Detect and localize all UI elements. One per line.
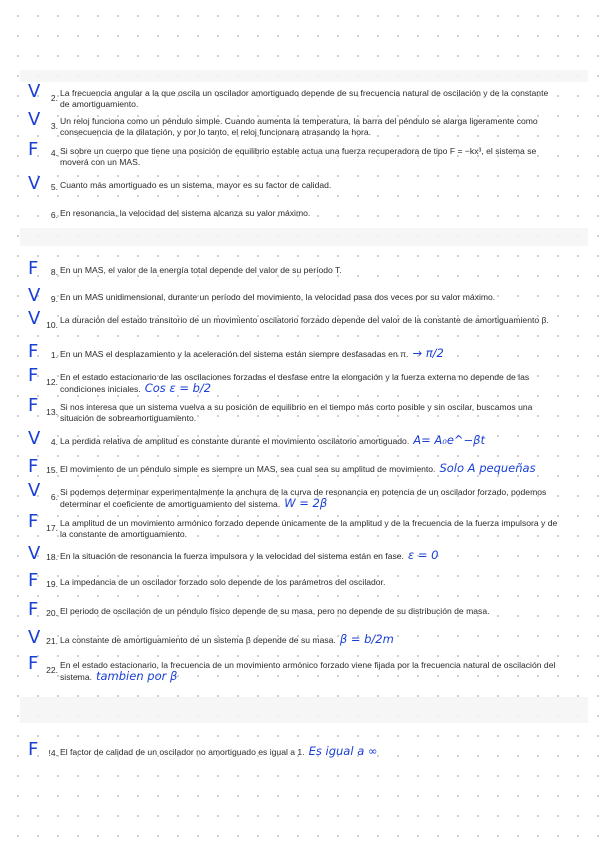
question-number: 3.	[50, 121, 58, 131]
answer-mark: F	[28, 739, 39, 760]
answer-mark: F	[28, 139, 39, 160]
handwritten-note: β = b/2m	[339, 632, 394, 646]
question-number: 12.	[46, 377, 58, 387]
answer-mark: V	[28, 81, 41, 102]
question-text	[60, 746, 558, 758]
answer-mark: F	[28, 599, 39, 620]
question-number: 10.	[46, 320, 58, 330]
question-text	[60, 88, 558, 110]
handwritten-note: tambien por β	[96, 669, 178, 683]
question-number: 22.	[46, 665, 58, 675]
question-statement: La duración del estado transitorio de un movimiento oscilatorio forzado depende del valor de la constante de amortiguamiento β.	[60, 315, 549, 325]
question-statement: Un reloj funciona como un péndulo simple. Cuando aumenta la temperatura, la barra del péndulo se alarga ligeramente como consecuencia de la dilatación, y por lo tanto, el reloj funcionara atrasando la hora.	[60, 116, 538, 137]
answer-mark: V	[28, 173, 41, 194]
question-number: 21.	[46, 636, 58, 646]
question-text	[60, 208, 558, 219]
question-text	[60, 315, 558, 326]
question-number: 6.	[50, 492, 58, 502]
question-statement: La impedancia de un oscilador forzado solo depende de los parámetros del oscilador.	[60, 577, 386, 587]
question-text	[60, 660, 558, 683]
answer-mark: F	[28, 395, 39, 416]
handwritten-note: → π/2	[412, 346, 444, 360]
question-text	[60, 265, 558, 276]
question-statement: En el estado estacionario de las oscilaciones forzadas el desfase entre la elongación y la fuerza externa no depende de las condiciones iniciales.	[60, 372, 530, 394]
question-statement: La amplitud de un movimiento armónico forzado depende únicamente de la amplitud y de la frecuencia de la fuerza impulsora y de la constante de amortiguamiento.	[60, 518, 558, 539]
handwritten-note: Es igual a ∞	[308, 744, 378, 758]
question-number: 13.	[46, 407, 58, 417]
question-text	[60, 348, 558, 360]
answer-mark: F	[28, 653, 39, 674]
question-statement: En la situación de resonancia la fuerza impulsora y la velocidad del sistema están en fase.	[60, 551, 404, 561]
handwritten-note: Solo A pequeñas	[439, 461, 536, 475]
answer-mark: F	[28, 511, 39, 532]
question-statement: En un MAS, el valor de la energía total depende del valor de su período T.	[60, 265, 342, 275]
scan-strip-middle	[20, 228, 588, 246]
question-text	[60, 577, 558, 588]
question-statement: Si sobre un cuerpo que tiene una posición de equilibrio estable actua una fuerza recuperadora de tipo F = −kx³, el sistema se moverá con un MAS.	[60, 146, 537, 167]
question-statement: El movimiento de un péndulo simple es siempre un MAS, sea cual sea su amplitud de movimiento.	[60, 464, 436, 474]
answer-mark: V	[28, 480, 41, 501]
question-number: 4.	[50, 148, 58, 158]
scan-strip-bottom	[20, 697, 588, 723]
question-statement: Si podemos determinar experimentalmente la anchura de la curva de resonancia en potencia de un oscilador forzado, podemos determinar el coeficiente de amortiguamiento del sistema.	[60, 487, 547, 509]
question-number: 19.	[46, 579, 58, 589]
question-number: 4.	[50, 437, 58, 447]
question-statement: El factor de calidad de un oscilador no amortiguado es igual a 1.	[60, 747, 305, 757]
handwritten-note: ε = 0	[407, 548, 439, 562]
question-text	[60, 463, 558, 475]
question-text	[60, 435, 558, 447]
question-text	[60, 634, 558, 646]
answer-mark: F	[28, 341, 39, 362]
answer-mark: F	[28, 365, 39, 386]
question-number: 6.	[50, 210, 58, 220]
question-text	[60, 180, 558, 191]
question-number: 1.	[50, 350, 58, 360]
question-text	[60, 372, 558, 395]
question-statement: La perdida relativa de amplitud es constante durante el movimiento oscilatorio amortiguado.	[60, 436, 410, 446]
answer-mark: V	[28, 285, 41, 306]
question-statement: El periodo de oscilación de un péndulo físico depende de su masa, pero no depende de su distribución de masa.	[60, 606, 490, 616]
question-statement: La constante de amortiguamiento de un sistema β depende de su masa.	[60, 635, 336, 645]
question-number: 15.	[46, 465, 58, 475]
question-statement: En resonancia, la velocidad del sistema alcanza su valor máximo.	[60, 208, 311, 218]
question-text	[60, 518, 558, 540]
question-text	[60, 292, 558, 303]
question-statement: En el estado estacionario, la frecuencia de un movimiento armónico forzado viene fijada por la frecuencia natural de oscilación del sistema.	[60, 660, 556, 682]
question-statement: En un MAS unidimensional, durante un período del movimiento, la velocidad pasa dos veces por su valor máximo.	[60, 292, 496, 302]
answer-mark: V	[28, 109, 41, 130]
handwritten-note: A= A₀e^−βt	[413, 433, 486, 447]
answer-mark: V	[28, 308, 41, 329]
question-text	[60, 550, 558, 562]
handwritten-note: Cos ε = b/2	[144, 381, 212, 395]
question-number: 18.	[46, 552, 58, 562]
answer-mark: F	[28, 258, 39, 279]
question-text	[60, 402, 558, 424]
question-text	[60, 487, 558, 510]
answer-mark: F	[28, 570, 39, 591]
question-statement: Cuanto más amortiguado es un sistema, mayor es su factor de calidad.	[60, 180, 332, 190]
question-number: 5.	[50, 182, 58, 192]
question-text	[60, 116, 558, 138]
question-number: 17.	[46, 523, 58, 533]
question-number: 2.	[50, 93, 58, 103]
scan-strip-top	[20, 70, 588, 82]
answer-mark: V	[28, 627, 41, 648]
handwritten-note: W = 2β	[284, 496, 328, 510]
answer-mark: V	[28, 428, 41, 449]
question-number: 9.	[50, 294, 58, 304]
answer-mark: V	[28, 543, 41, 564]
question-statement: En un MAS el desplazamiento y la aceleración del sistema están siempre desfasadas en π.	[60, 349, 409, 359]
question-text	[60, 606, 558, 617]
question-text	[60, 146, 558, 168]
question-number: 8.	[50, 267, 58, 277]
question-number: 20.	[46, 608, 58, 618]
question-number: !4.	[48, 748, 58, 758]
question-statement: La frecuencia angular a la que oscila un oscilador amortiguado depende de su frecuencia natural de oscilación y de la constante de amortiguamiento.	[60, 88, 549, 109]
question-statement: Si nos interesa que un sistema vuelva a su posición de equilibrio en el tiempo más corto posible y sin oscilar, buscamos una situación de sobreamortiguamiento.	[60, 402, 533, 423]
answer-mark: F	[28, 456, 39, 477]
